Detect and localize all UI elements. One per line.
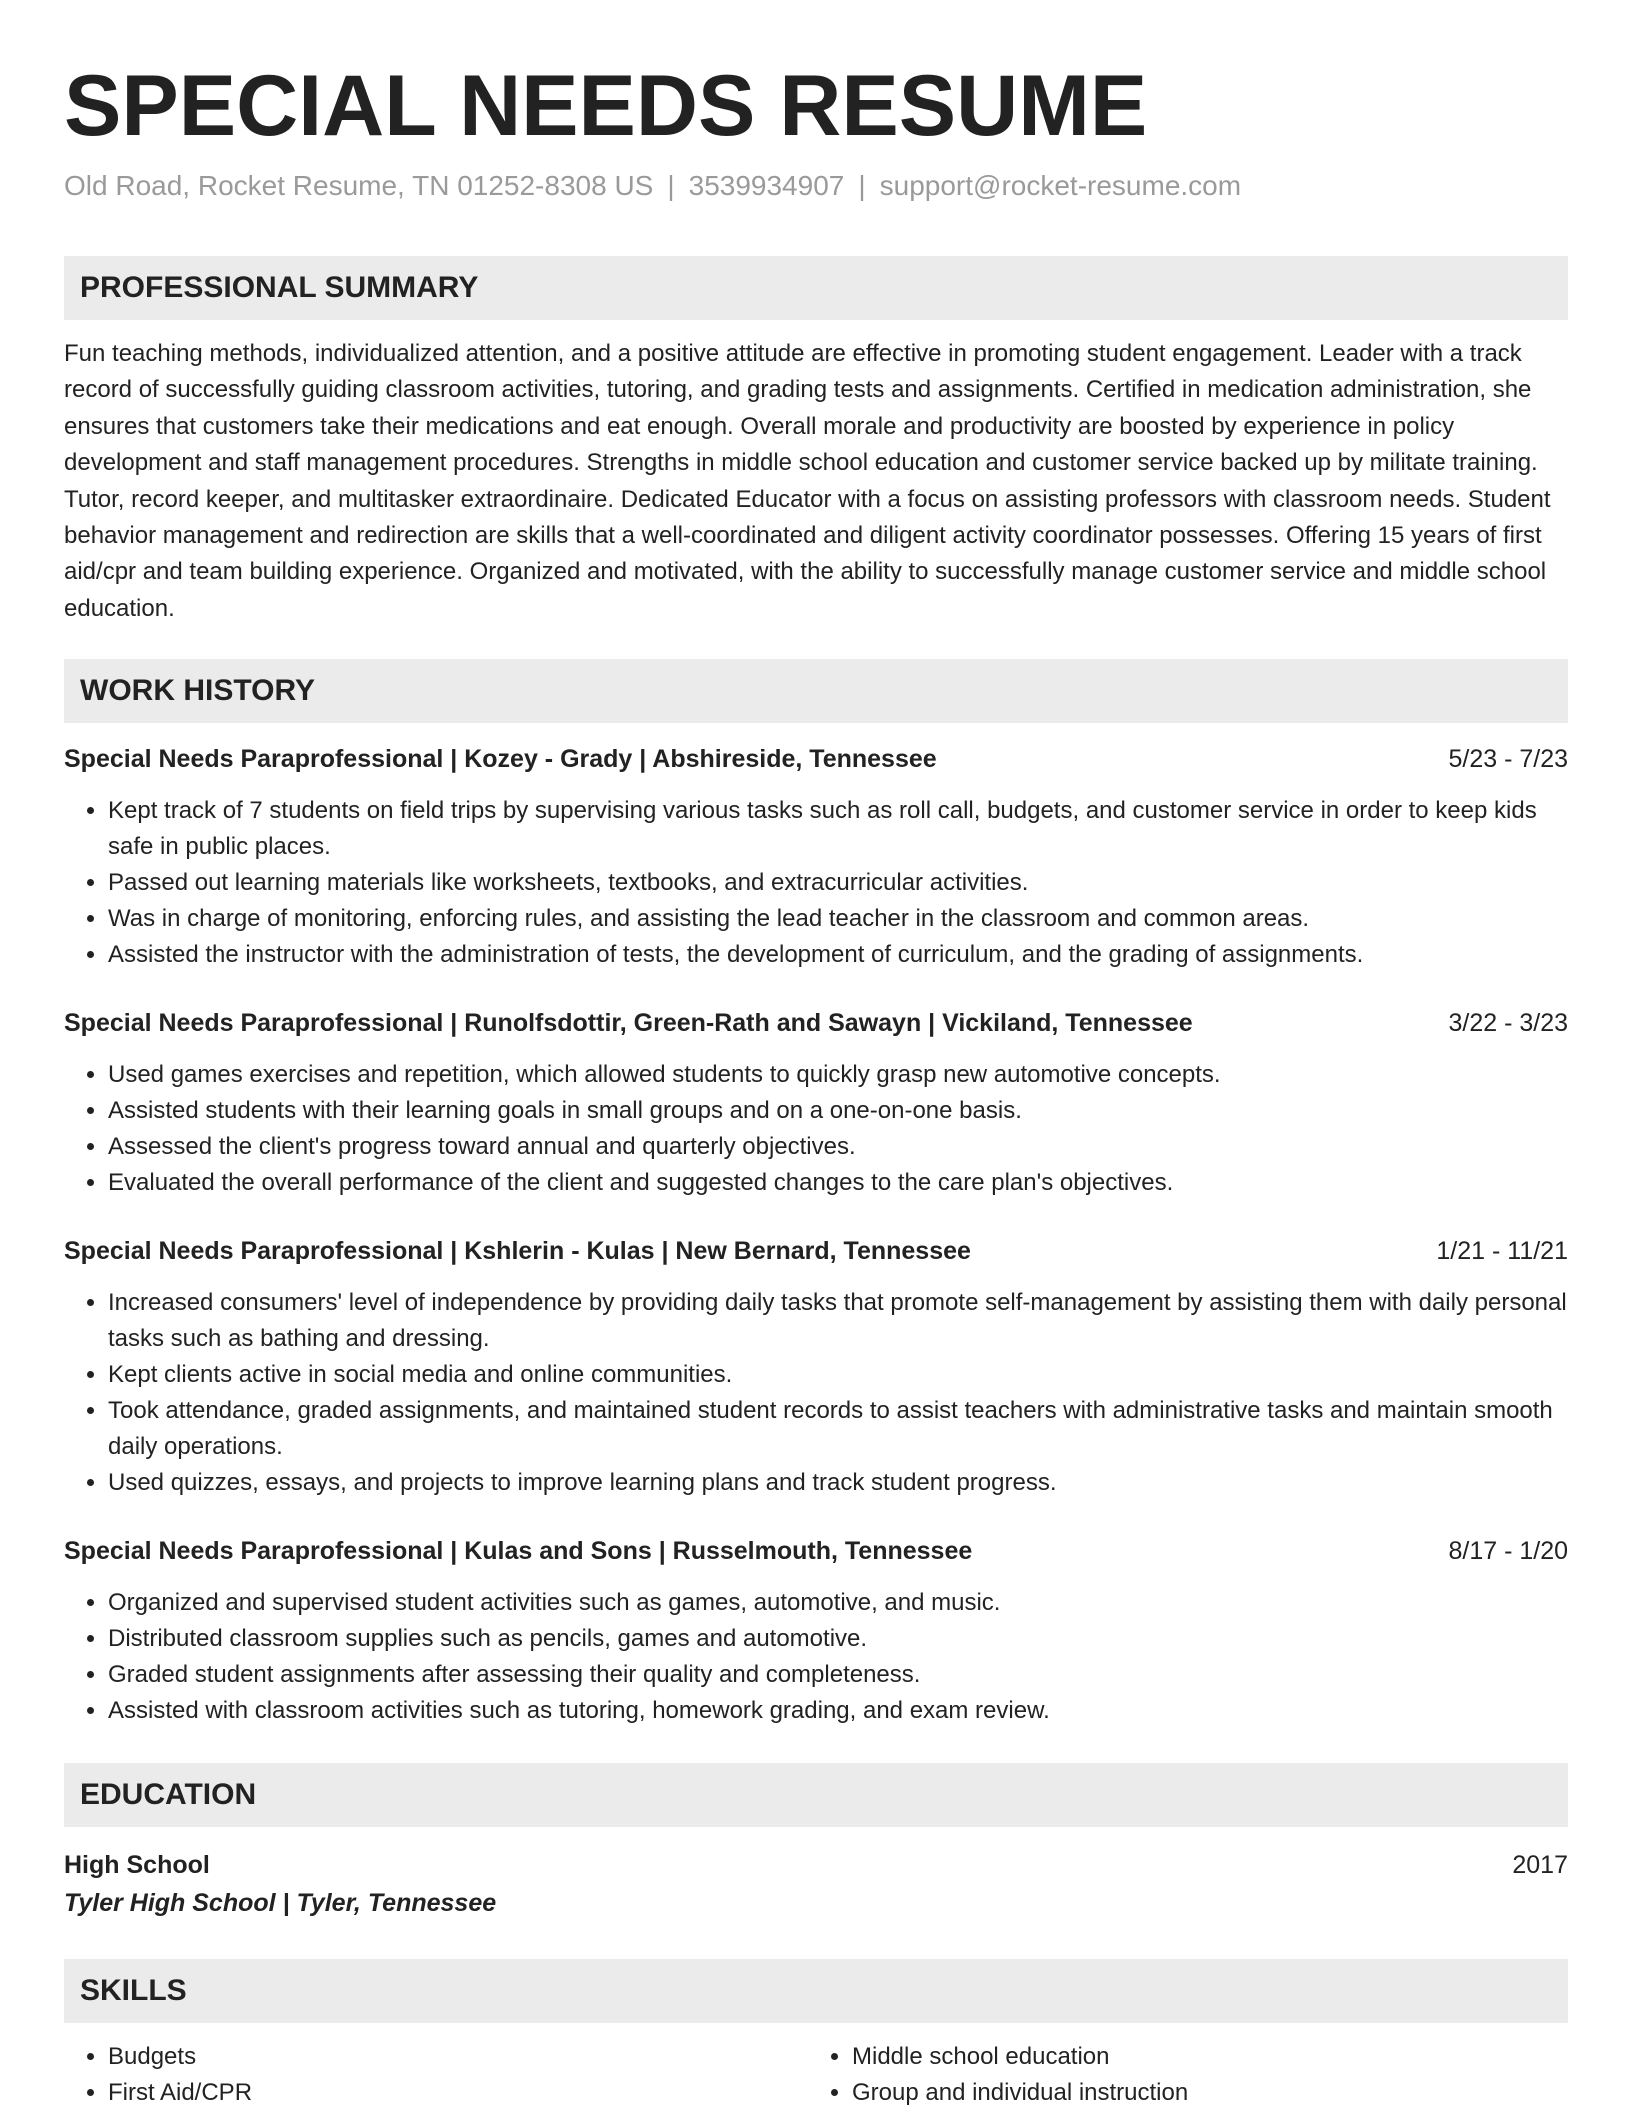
job-bullet: • Increased consumers' level of independence by providing daily tasks that promote self-management by assisting them with daily personal tasks such as bathing and dressing. xyxy=(108,1285,1568,1357)
job-bullet: • Graded student assignments after assessing their quality and completeness. xyxy=(108,1657,1568,1693)
section-heading-skills: SKILLS xyxy=(64,1959,1568,2023)
section-heading-summary: PROFESSIONAL SUMMARY xyxy=(64,256,1568,320)
skill-item: • First Aid/CPR xyxy=(108,2075,808,2111)
skills-column-left xyxy=(64,2039,808,2111)
job-bullet: • Assisted with classroom activities such as tutoring, homework grading, and exam review. xyxy=(108,1693,1568,1729)
job-bullets xyxy=(64,1285,1568,1501)
job-bullet: • Assisted the instructor with the administration of tests, the development of curriculum, and the grading of assignments. xyxy=(108,937,1568,973)
job-header xyxy=(64,1233,1568,1269)
contact-line xyxy=(64,168,1568,204)
job-bullet: • Distributed classroom supplies such as pencils, games and automotive. xyxy=(108,1621,1568,1657)
job-dates: 5/23 - 7/23 xyxy=(1448,745,1568,774)
section-heading-work-history: WORK HISTORY xyxy=(64,659,1568,723)
job-bullet: • Used games exercises and repetition, which allowed students to quickly grasp new automotive concepts. xyxy=(108,1057,1568,1093)
skills-grid xyxy=(64,2039,1568,2111)
job-header xyxy=(64,1005,1568,1041)
job-bullet: • Assessed the client's progress toward annual and quarterly objectives. xyxy=(108,1129,1568,1165)
job-bullet: • Passed out learning materials like worksheets, textbooks, and extracurricular activities. xyxy=(108,865,1568,901)
job-title: Special Needs Paraprofessional | Runolfsdottir, Green-Rath and Sawayn | Vickiland, Tennessee xyxy=(64,1009,1193,1038)
job-bullet: • Took attendance, graded assignments, and maintained student records to assist teachers with administrative tasks and maintain smooth daily operations. xyxy=(108,1393,1568,1465)
job-title: Special Needs Paraprofessional | Kozey - Grady | Abshireside, Tennessee xyxy=(64,745,937,774)
job-bullet: • Was in charge of monitoring, enforcing rules, and assisting the lead teacher in the classroom and common areas. xyxy=(108,901,1568,937)
job-dates: 1/21 - 11/21 xyxy=(1436,1237,1568,1266)
job-bullet: • Assisted students with their learning goals in small groups and on a one-on-one basis. xyxy=(108,1093,1568,1129)
job-bullets xyxy=(64,1585,1568,1729)
contact-separator: | xyxy=(667,170,675,201)
job-entry xyxy=(64,1533,1568,1729)
job-header xyxy=(64,741,1568,777)
job-bullets xyxy=(64,1057,1568,1201)
job-bullet: • Kept track of 7 students on field trips by supervising various tasks such as roll call, budgets, and customer service in order to keep kids safe in public places. xyxy=(108,793,1568,865)
education-header xyxy=(64,1847,1568,1883)
job-title: Special Needs Paraprofessional | Kshlerin - Kulas | New Bernard, Tennessee xyxy=(64,1237,971,1266)
section-heading-education: EDUCATION xyxy=(64,1763,1568,1827)
education-year: 2017 xyxy=(1512,1851,1568,1880)
contact-phone: 3539934907 xyxy=(688,170,845,201)
resume-title: SPECIAL NEEDS RESUME xyxy=(64,58,1148,154)
education-degree: High School xyxy=(64,1851,210,1880)
skill-item: • Budgets xyxy=(108,2039,808,2075)
job-bullets xyxy=(64,793,1568,973)
contact-email: support@rocket-resume.com xyxy=(879,170,1242,201)
job-entry xyxy=(64,741,1568,973)
job-header xyxy=(64,1533,1568,1569)
job-bullet: • Kept clients active in social media and online communities. xyxy=(108,1357,1568,1393)
contact-separator: | xyxy=(858,170,866,201)
skills-column-right xyxy=(808,2039,1552,2111)
job-bullet: • Evaluated the overall performance of the client and suggested changes to the care plan's objectives. xyxy=(108,1165,1568,1201)
job-bullet: • Used quizzes, essays, and projects to improve learning plans and track student progress. xyxy=(108,1465,1568,1501)
job-dates: 3/22 - 3/23 xyxy=(1448,1009,1568,1038)
skill-item: • Middle school education xyxy=(852,2039,1552,2075)
job-title: Special Needs Paraprofessional | Kulas and Sons | Russelmouth, Tennessee xyxy=(64,1537,973,1566)
job-entry xyxy=(64,1233,1568,1501)
resume-page xyxy=(64,0,1568,2111)
job-bullet: • Organized and supervised student activities such as games, automotive, and music. xyxy=(108,1585,1568,1621)
skill-item: • Group and individual instruction xyxy=(852,2075,1552,2111)
job-entry xyxy=(64,1005,1568,1201)
education-school: Tyler High School | Tyler, Tennessee xyxy=(64,1889,497,1918)
summary-text: Fun teaching methods, individualized attention, and a positive attitude are effective in promoting student engagement. Leader with a track record of successfully guiding classroom activities, tutoring, and grading tests and assignments. Certified in medication administration, she ensures that customers take their medications and eat enough. Overall morale and productivity are boosted by experience in policy development and staff management procedures. Strengths in middle school education and customer service backed up by militate training. Tutor, record keeper, and multitasker extraordinaire. Dedicated Educator with a focus on assisting professors with classroom needs. Student behavior management and redirection are skills that a well-coordinated and diligent activity coordinator possesses. Offering 15 years of first aid/cpr and team building experience. Organized and motivated, with the ability to successfully manage customer service and middle school education. xyxy=(64,340,1551,622)
job-dates: 8/17 - 1/20 xyxy=(1448,1537,1568,1566)
contact-address: Old Road, Rocket Resume, TN 01252-8308 US xyxy=(64,170,654,201)
